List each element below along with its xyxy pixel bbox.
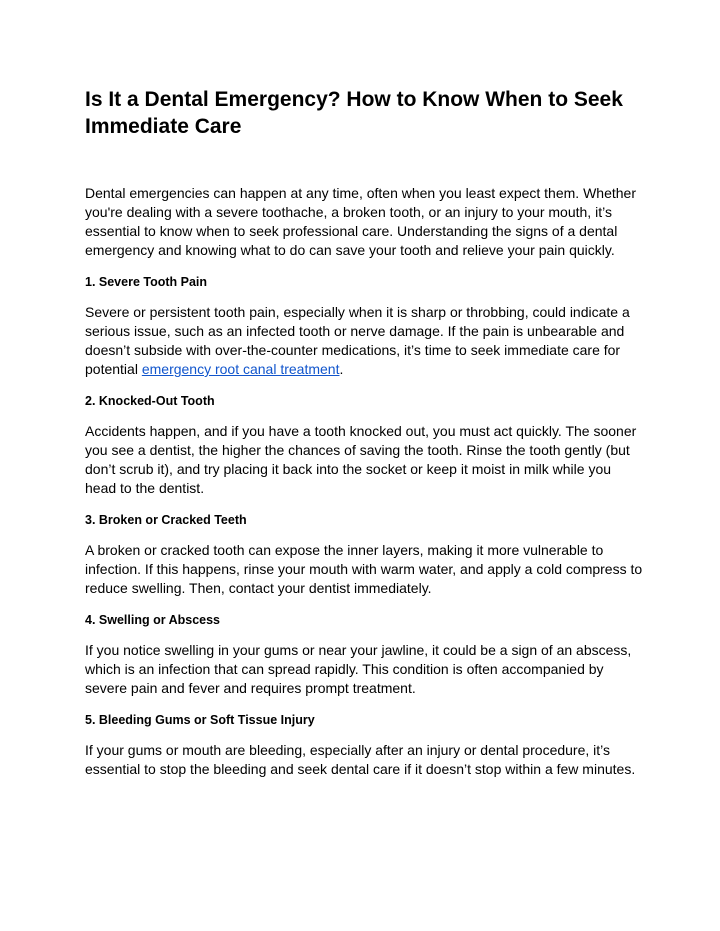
section-text-severe-tooth-pain	[85, 303, 645, 379]
section-text-broken-teeth: A broken or cracked tooth can expose the inner layers, making it more vulnerable to infection. If this happens, rinse your mouth with warm water, and apply a cold compress to reduce swelling. Then, contact your dentist immediately.	[85, 542, 643, 596]
intro-paragraph: Dental emergencies can happen at any time, often when you least expect them. Whether you're dealing with a severe toothache, a broken tooth, or an injury to your mouth, it’s essential to know when to seek professional care. Understanding the signs of a dental emergency and knowing what to do can save your tooth and relieve your pain quickly.	[85, 185, 636, 258]
root-canal-link[interactable]: emergency root canal treatment	[141, 361, 340, 377]
section-heading-bleeding-gums: 5. Bleeding Gums or Soft Tissue Injury	[85, 713, 315, 727]
section-heading-severe-tooth-pain: 1. Severe Tooth Pain	[85, 275, 208, 289]
section-text-bleeding-gums: If your gums or mouth are bleeding, especially after an injury or dental procedure, it’s essential to stop the bleeding and seek dental care if it doesn’t stop within a few minutes.	[85, 742, 636, 777]
document-page	[85, 86, 645, 792]
page-title: Is It a Dental Emergency? How to Know When to Seek Immediate Care	[85, 88, 623, 138]
section-heading-swelling-abscess: 4. Swelling or Abscess	[85, 613, 221, 627]
section-text-knocked-out-tooth: Accidents happen, and if you have a tooth knocked out, you must act quickly. The sooner you see a dentist, the higher the chances of saving the tooth. Rinse the tooth gently (but don’t scrub it), and try placing it back into the socket or keep it moist in milk while you head to the dentist.	[85, 423, 637, 496]
section-heading-knocked-out-tooth: 2. Knocked-Out Tooth	[85, 394, 215, 408]
section-text-swelling-abscess: If you notice swelling in your gums or near your jawline, it could be a sign of an abscess, which is an infection that can spread rapidly. This condition is often accompanied by severe pain and fever and requires prompt treatment.	[85, 642, 632, 696]
section-text-after-link: .	[339, 361, 344, 377]
section-heading-broken-teeth: 3. Broken or Cracked Teeth	[85, 513, 247, 527]
section-text-before-link: Severe or persistent tooth pain, especially when it is sharp or throbbing, could indicate a serious issue, such as an infected tooth or nerve damage. If the pain is unbearable and doesn’t subside with over-the-counter medications, it’s time to seek immediate care for potential	[85, 304, 630, 377]
